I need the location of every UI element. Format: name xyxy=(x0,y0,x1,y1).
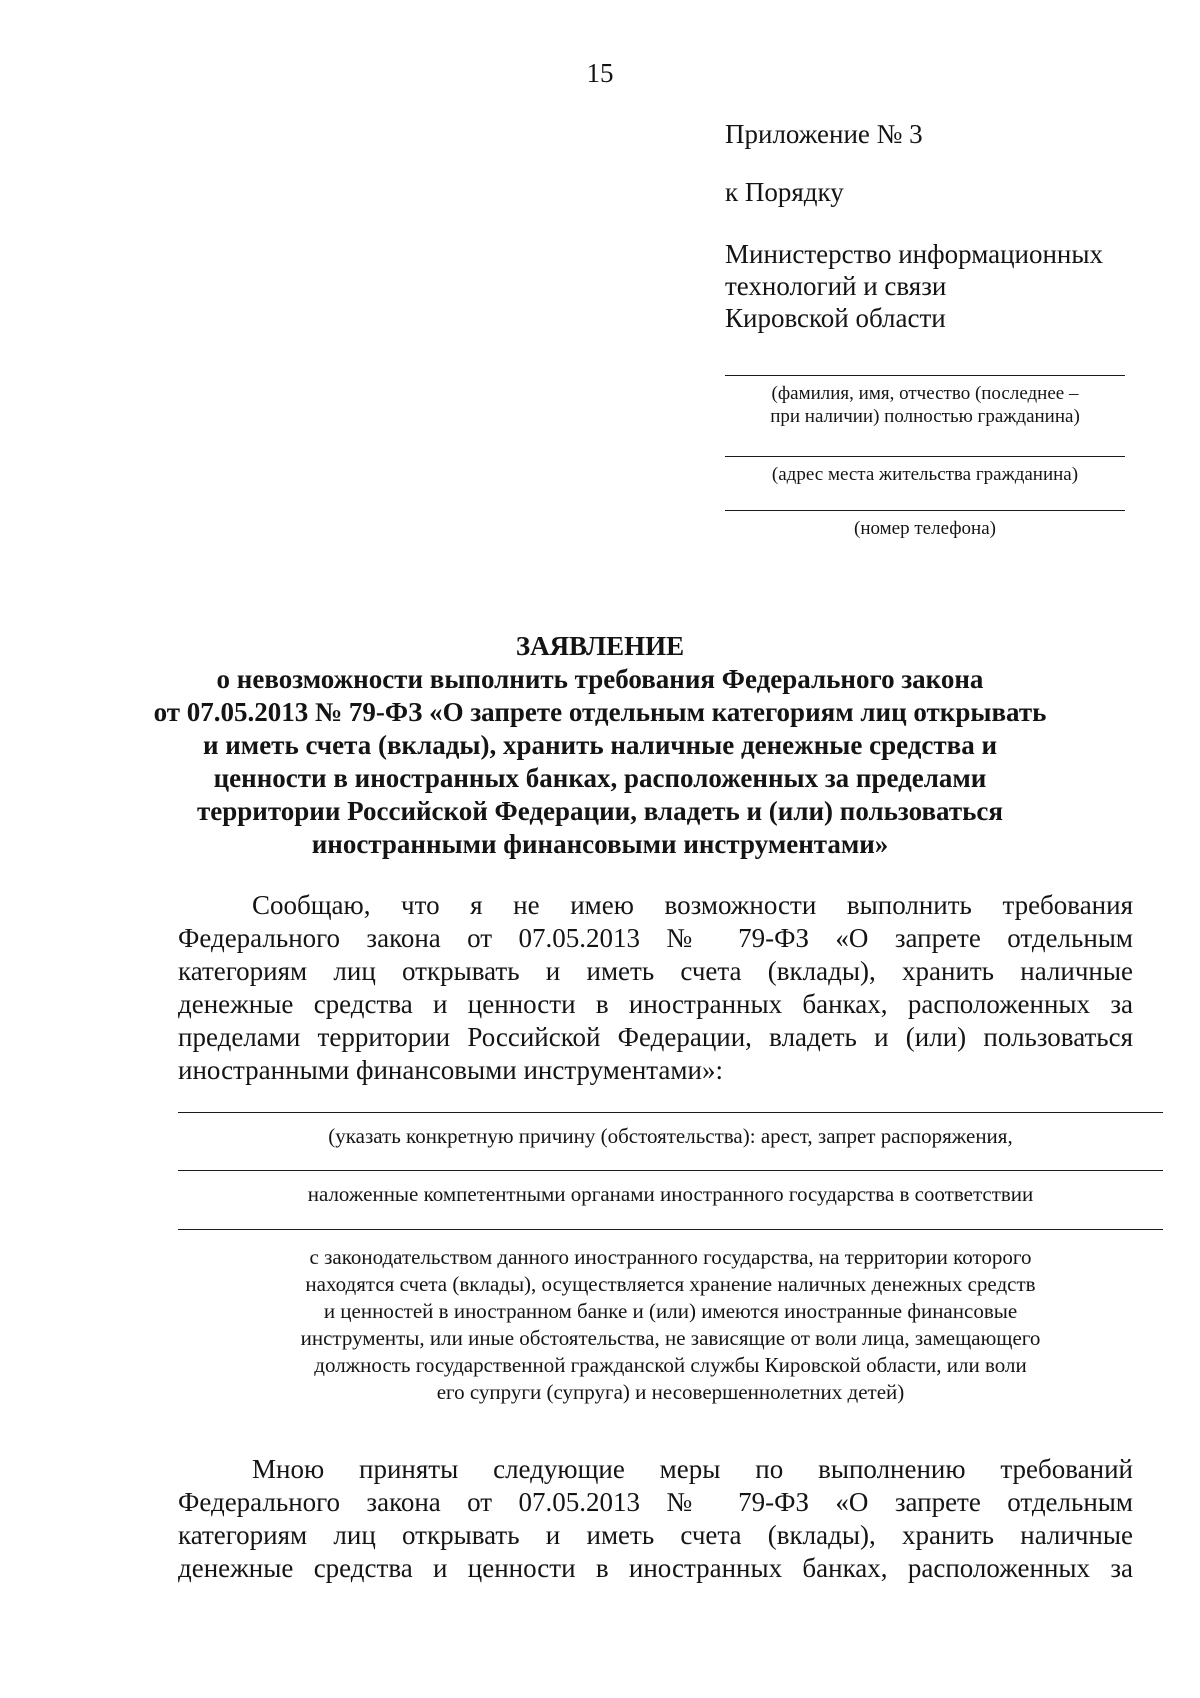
phone-field[interactable] xyxy=(725,510,1125,540)
addressee-block xyxy=(725,118,1125,334)
reason-field-3[interactable] xyxy=(178,1229,1163,1230)
full-name-caption-1: (фамилия, имя, отчество (последнее – xyxy=(771,383,1079,404)
title-subtitle-5: территории Российской Федерации, владеть и (или) пользоваться xyxy=(197,796,1003,826)
statement-paragraph xyxy=(178,889,1133,1087)
full-name-caption-2: при наличии) полностью гражданина) xyxy=(770,406,1080,427)
statement-line-3: категориям лиц открывать и иметь счета (вклады), хранить наличные xyxy=(178,956,1133,986)
reason-note-line-1: с законодательством данного иностранного государства, на территории которого xyxy=(309,1245,1032,1269)
statement-line-6: иностранными финансовыми инструментами»: xyxy=(178,1055,723,1085)
order-reference: к Порядку xyxy=(725,177,844,207)
reason-caption-2: наложенные компетентными органами иностранного государства в соответствии xyxy=(307,1182,1034,1206)
phone-caption: (номер телефона) xyxy=(854,518,996,539)
reason-field-1[interactable] xyxy=(178,1112,1163,1149)
statement-line-2: Федерального закона от 07.05.2013 № 79-ФЗ «О запрете отдельным xyxy=(178,923,1133,953)
title-heading: ЗАЯВЛЕНИЕ xyxy=(515,631,685,661)
reason-note-line-2: находятся счета (вклады), осуществляется хранение наличных денежных средств xyxy=(305,1272,1036,1296)
statement-line-5: пределами территории Российской Федерации, владеть и (или) пользоваться xyxy=(178,1022,1133,1052)
reason-rule-1 xyxy=(178,1112,1163,1113)
reason-note xyxy=(178,1244,1163,1406)
full-name-field[interactable] xyxy=(725,375,1125,428)
reason-note-line-4: инструменты, или иные обстоятельства, не зависящие от воли лица, замещающего xyxy=(300,1326,1041,1350)
measures-line-4: денежные средства и ценности в иностранных банках, расположенных за xyxy=(178,1553,1133,1583)
address-field[interactable] xyxy=(725,456,1125,486)
title-subtitle-2: от 07.05.2013 № 79-ФЗ «О запрете отдельным категориям лиц открывать xyxy=(153,697,1047,727)
statement-line-4: денежные средства и ценности в иностранных банках, расположенных за xyxy=(178,989,1133,1019)
title-subtitle-6: иностранными финансовыми инструментами» xyxy=(311,829,889,859)
statement-line-1: Сообщаю, что я не имею возможности выполнить требования xyxy=(252,890,1133,920)
document-title xyxy=(120,630,1080,861)
phone-rule xyxy=(725,510,1125,511)
reason-rule-3 xyxy=(178,1229,1163,1230)
title-subtitle-1: о невозможности выполнить требования Федерального закона xyxy=(216,664,984,694)
appendix-label: Приложение № 3 xyxy=(725,119,923,149)
title-subtitle-3: и иметь счета (вклады), хранить наличные денежные средства и xyxy=(202,730,998,760)
reason-caption-1: (указать конкретную причину (обстоятельства): арест, запрет распоряжения, xyxy=(328,1124,1013,1148)
address-rule xyxy=(725,456,1125,457)
ministry-line-2: технологий и связи xyxy=(725,271,947,301)
reason-note-line-6: его супруги (супруга) и несовершеннолетних детей) xyxy=(436,1380,905,1404)
title-subtitle-4: ценности в иностранных банках, расположенных за пределами xyxy=(213,763,987,793)
measures-line-2: Федерального закона от 07.05.2013 № 79-ФЗ «О запрете отдельным xyxy=(178,1487,1133,1517)
ministry-line-3: Кировской области xyxy=(725,303,946,333)
ministry-line-1: Министерство информационных xyxy=(725,239,1104,269)
page-number: 15 xyxy=(586,58,614,88)
reason-field-2[interactable] xyxy=(178,1170,1163,1207)
full-name-rule xyxy=(725,375,1125,376)
measures-line-1: Мною приняты следующие меры по выполнению требований xyxy=(252,1454,1133,1484)
measures-line-3: категориям лиц открывать и иметь счета (вклады), хранить наличные xyxy=(178,1520,1133,1550)
measures-paragraph xyxy=(178,1453,1133,1585)
reason-rule-2 xyxy=(178,1170,1163,1171)
reason-note-line-3: и ценностей в иностранном банке и (или) имеются иностранные финансовые xyxy=(323,1299,1018,1323)
reason-note-line-5: должность государственной гражданской службы Кировской области, или воли xyxy=(314,1353,1027,1377)
address-caption: (адрес места жительства гражданина) xyxy=(771,464,1079,485)
